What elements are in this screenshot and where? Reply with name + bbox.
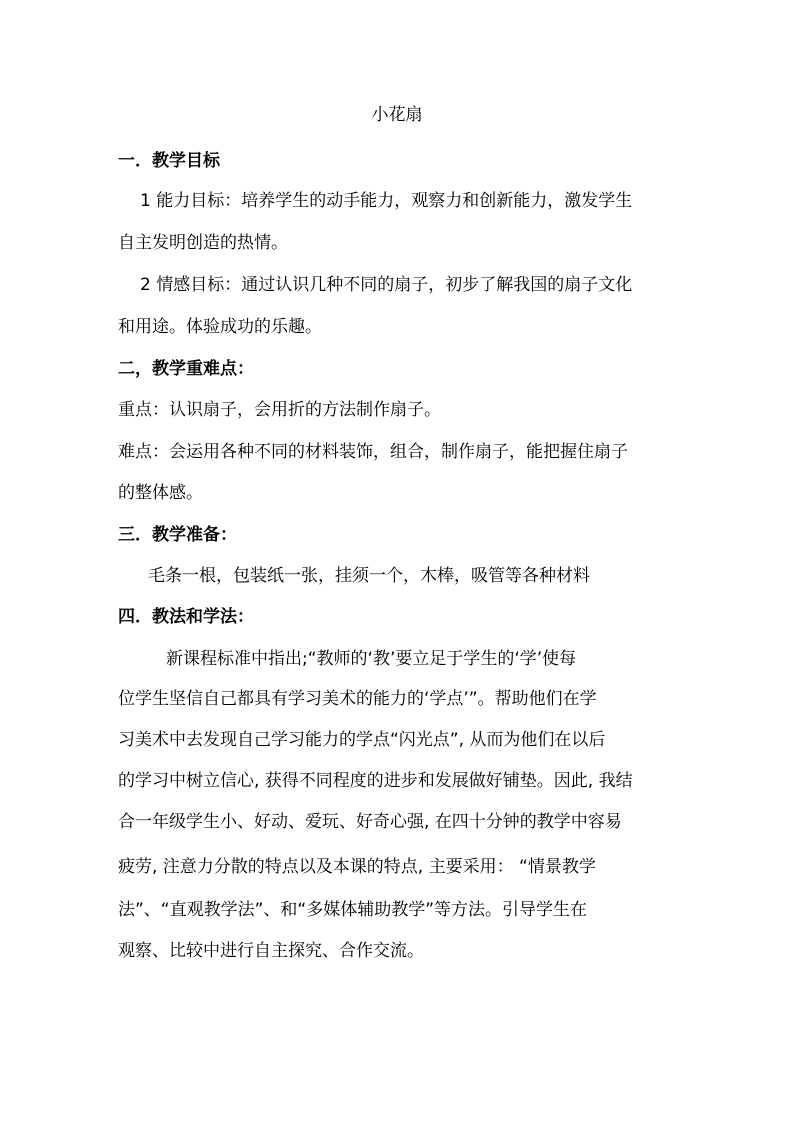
paragraph-line: 的学习中树立信心, 获得不同程度的进步和发展做好铺垫。因此, 我结 [118,771,633,791]
ability-goal-line: 自主发明创造的热情。 [118,233,288,253]
page-title: 小花扇 [371,105,423,125]
paragraph-line: 合一年级学生小、好动、爱玩、好奇心强, 在四十分钟的教学中容易 [118,812,622,832]
emotion-goal-line: 和用途。体验成功的乐趣。 [118,317,322,337]
paragraph-line: 位学生坚信自己都具有学习美术的能力的‘学点’”。帮助他们在学 [118,689,597,709]
ability-goal-line: 1 能力目标：培养学生的动手能力，观察力和创新能力，激发学生 [140,191,633,211]
section-heading-key-difficulties: 二，教学重难点： [118,359,254,379]
materials-line: 毛条一根，包装纸一张，挂须一个，木棒，吸管等各种材料 [148,566,590,586]
section-heading-preparation: 三．教学准备： [118,525,237,545]
section-heading-methods: 四．教法和学法： [118,607,254,627]
paragraph-line: 观察、比较中进行自主探究、合作交流。 [118,941,424,961]
difficulty-line: 的整体感。 [118,483,203,503]
paragraph-line: 习美术中去发现自己学习能力的学点“闪光点”, 从而为他们在以后 [118,730,606,750]
key-point-line: 重点：认识扇子，会用折的方法制作扇子。 [118,400,441,420]
paragraph-line: 新课程标准中指出;“教师的‘教’要立足于学生的‘学’使每 [166,649,577,669]
difficulty-line: 难点：会运用各种不同的材料装饰，组合，制作扇子，能把握住扇子 [118,442,628,462]
emotion-goal-line: 2 情感目标：通过认识几种不同的扇子，初步了解我国的扇子文化 [140,275,633,295]
paragraph-line: 疲劳, 注意力分散的特点以及本课的特点, 主要采用： “情景教学 [118,857,596,877]
paragraph-line: 法”、“直观教学法”、和“多媒体辅助教学”等方法。引导学生在 [118,900,588,920]
section-heading-objectives: 一．教学目标 [118,151,220,171]
